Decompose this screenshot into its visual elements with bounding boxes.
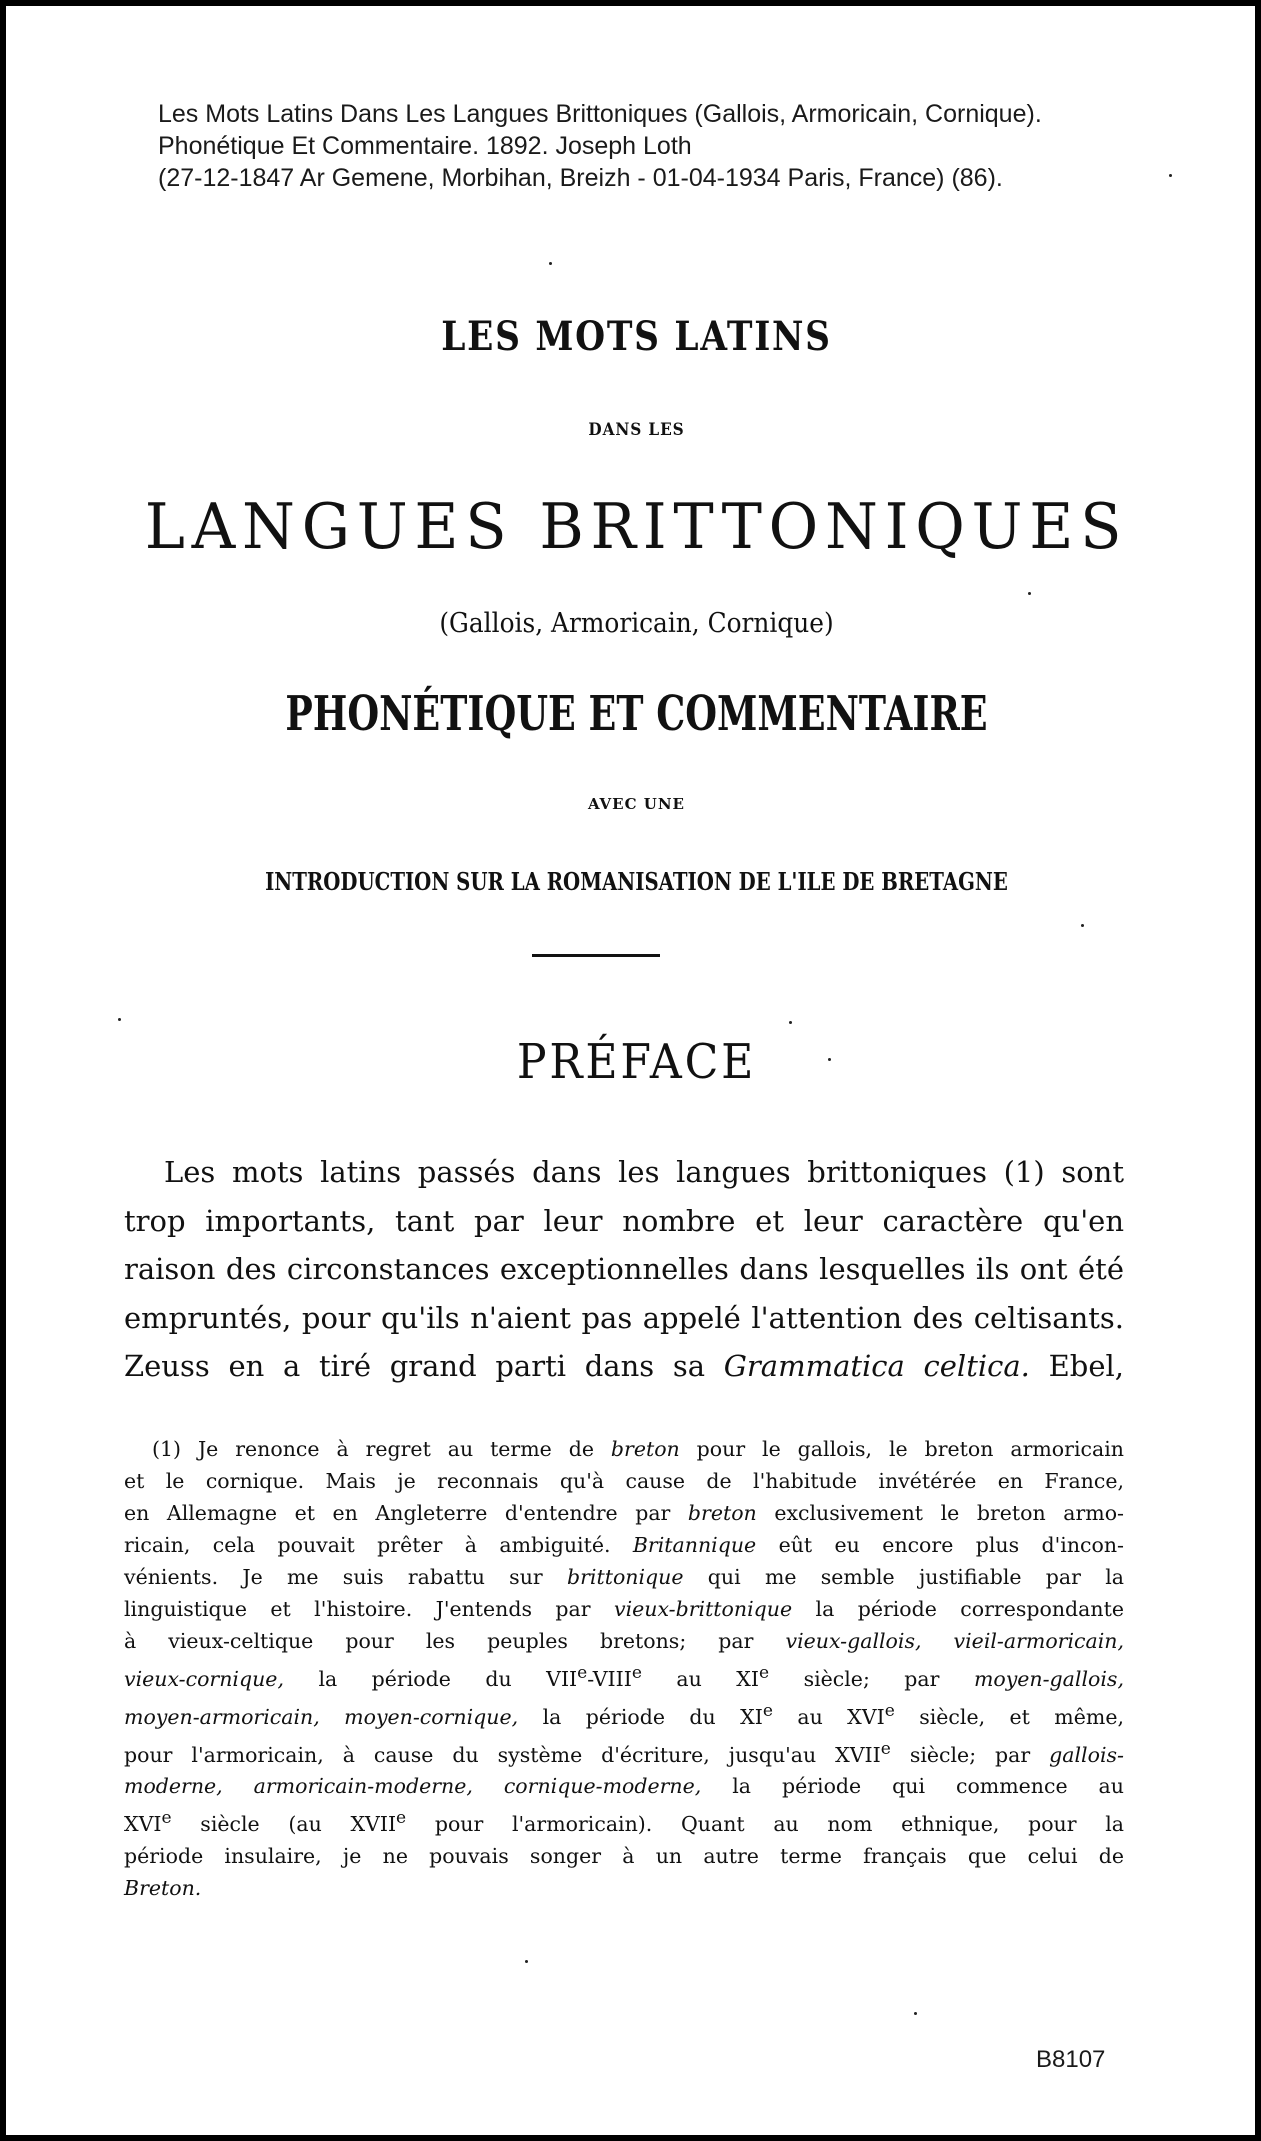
text-run: au XVI — [797, 1704, 885, 1729]
text-run: en Allemagne et en Angleterre d'entendre par — [124, 1501, 671, 1525]
text-run: (1) Je renonce à regret au terme de — [152, 1437, 594, 1461]
footnote-line — [124, 1529, 1124, 1561]
scan-speck — [1081, 924, 1084, 927]
text-run: eût eu encore plus d'incon- — [778, 1533, 1124, 1557]
header-line: (27-12-1847 Ar Gemene, Morbihan, Breizh - 01-04-1934 Paris, France) (86). — [158, 164, 1003, 192]
footnote-line — [124, 1695, 1124, 1733]
italic-run: Breton. — [124, 1876, 202, 1901]
main-title: LANGUES BRITTONIQUES — [144, 490, 1129, 563]
italic-run: vieux-cornique, — [124, 1666, 284, 1691]
superscript: e — [396, 1808, 407, 1829]
text-run: la période correspondante — [815, 1597, 1124, 1621]
footnote-line — [124, 1733, 1124, 1771]
text-run: la période du VII — [318, 1666, 578, 1691]
text-run: vénients. Je me suis rabattu sur — [124, 1565, 543, 1589]
text-run: XVI — [124, 1812, 162, 1837]
preface-line: raison des circonstances exceptionnelles dans lesquelles ils ont été — [124, 1252, 1124, 1286]
italic-run: breton — [610, 1437, 680, 1461]
footnote-line: et le cornique. Mais je reconnais qu'à cause de l'habitude invétérée en France, — [124, 1469, 1124, 1493]
footnote-line — [124, 1593, 1124, 1625]
header-line: Phonétique Et Commentaire. 1892. Joseph Loth — [158, 132, 692, 160]
superscript: e — [880, 1738, 891, 1759]
preface-line: Les mots latins passés dans les langues brittoniques (1) sont — [164, 1155, 1124, 1189]
text-run: au XI — [676, 1666, 759, 1691]
preface-line: trop importants, tant par leur nombre et leur caractère qu'en — [124, 1203, 1124, 1238]
scan-speck — [1028, 592, 1031, 595]
footnote-line — [124, 1433, 1124, 1465]
superscript: e — [631, 1663, 642, 1683]
scan-speck — [549, 262, 552, 265]
title-line: AVEC UNE — [587, 795, 685, 813]
text-run: la période du XI — [542, 1704, 763, 1729]
superscript: e — [758, 1663, 770, 1683]
scan-speck — [1169, 174, 1172, 177]
text-run: la période qui commence au — [732, 1774, 1124, 1799]
italic-run: Britannique — [632, 1533, 757, 1557]
italic-run: moyen-armoricain, moyen-cornique, — [124, 1704, 519, 1729]
footnote-line: période insulaire, je ne pouvais songer à un autre terme français que celui de — [124, 1844, 1124, 1869]
superscript: e — [577, 1663, 588, 1683]
subtitle: PHONÉTIQUE ET COMMENTAIRE — [285, 686, 988, 742]
text-run: siècle (au XVII — [200, 1812, 397, 1837]
footnote-line — [124, 1770, 1124, 1802]
footnote-line — [124, 1497, 1124, 1529]
italic-run: moyen-gallois, — [973, 1666, 1124, 1691]
italic-run: gallois- — [1049, 1742, 1124, 1767]
preface-body — [124, 1148, 1124, 1391]
preface-line — [124, 1342, 1124, 1391]
superscript: e — [884, 1700, 895, 1721]
text-run: pour l'armoricain, à cause du système d'écriture, jusqu'au XVII — [124, 1742, 881, 1767]
italic-run: Grammatica celtica. — [723, 1349, 1030, 1383]
title-line: INTRODUCTION SUR LA ROMANISATION DE L'ILE DE BRETAGNE — [265, 867, 1008, 896]
footnote-line — [124, 1561, 1124, 1593]
subtitle-languages: (Gallois, Armoricain, Cornique) — [439, 608, 834, 639]
footnote-line — [124, 1802, 1124, 1840]
scan-speck — [828, 1058, 831, 1061]
title-line: LES MOTS LATINS — [441, 313, 832, 360]
text-run: ricain, cela pouvait prêter à ambiguité. — [124, 1533, 611, 1557]
footnote-line — [124, 1625, 1124, 1657]
scan-speck — [914, 2012, 917, 2015]
superscript: e — [161, 1808, 172, 1829]
scan-speck — [118, 1018, 121, 1021]
catalog-code: B8107 — [1036, 2046, 1106, 2073]
header-line: Les Mots Latins Dans Les Langues Brittoniques (Gallois, Armoricain, Cornique). — [158, 100, 1042, 128]
text-run: siècle; par — [909, 1742, 1031, 1767]
preface-heading: PRÉFACE — [516, 1034, 757, 1090]
text-run: linguistique et l'histoire. J'entends par — [124, 1597, 591, 1621]
text-run: exclusivement le breton armo- — [774, 1501, 1124, 1525]
superscript: e — [762, 1700, 773, 1721]
text-run: à vieux-celtique pour les peuples bretons; par — [124, 1629, 754, 1653]
divider-rule — [532, 954, 660, 957]
text-run: qui me semble justifiable par la — [707, 1565, 1124, 1589]
italic-run: vieux-brittonique — [613, 1597, 793, 1621]
footnote-line — [124, 1657, 1124, 1695]
italic-run: brittonique — [567, 1565, 684, 1589]
italic-run: vieux-gallois, vieil-armoricain, — [785, 1629, 1124, 1653]
text-run: pour l'armoricain). Quant au nom ethnique, pour la — [434, 1812, 1124, 1837]
catalog-header — [158, 98, 1218, 194]
footnote-line — [124, 1872, 1124, 1904]
italic-run: moderne, armoricain-moderne, cornique-moderne, — [124, 1774, 702, 1799]
text-run: siècle; par — [803, 1666, 940, 1691]
text-run: -VIII — [587, 1666, 632, 1691]
footnote — [124, 1433, 1124, 1904]
scan-speck — [789, 1021, 792, 1024]
title-line: DANS LES — [588, 420, 685, 440]
preface-line: empruntés, pour qu'ils n'aient pas appelé l'attention des celtisants. — [124, 1300, 1124, 1335]
text-run: Ebel, — [1048, 1349, 1124, 1383]
text-run: pour le gallois, le breton armoricain — [696, 1437, 1124, 1461]
text-run: Zeuss en a tiré grand parti dans sa — [124, 1349, 706, 1383]
text-run: siècle, et même, — [919, 1704, 1124, 1729]
italic-run: breton — [687, 1501, 757, 1525]
scan-speck — [525, 1960, 528, 1963]
